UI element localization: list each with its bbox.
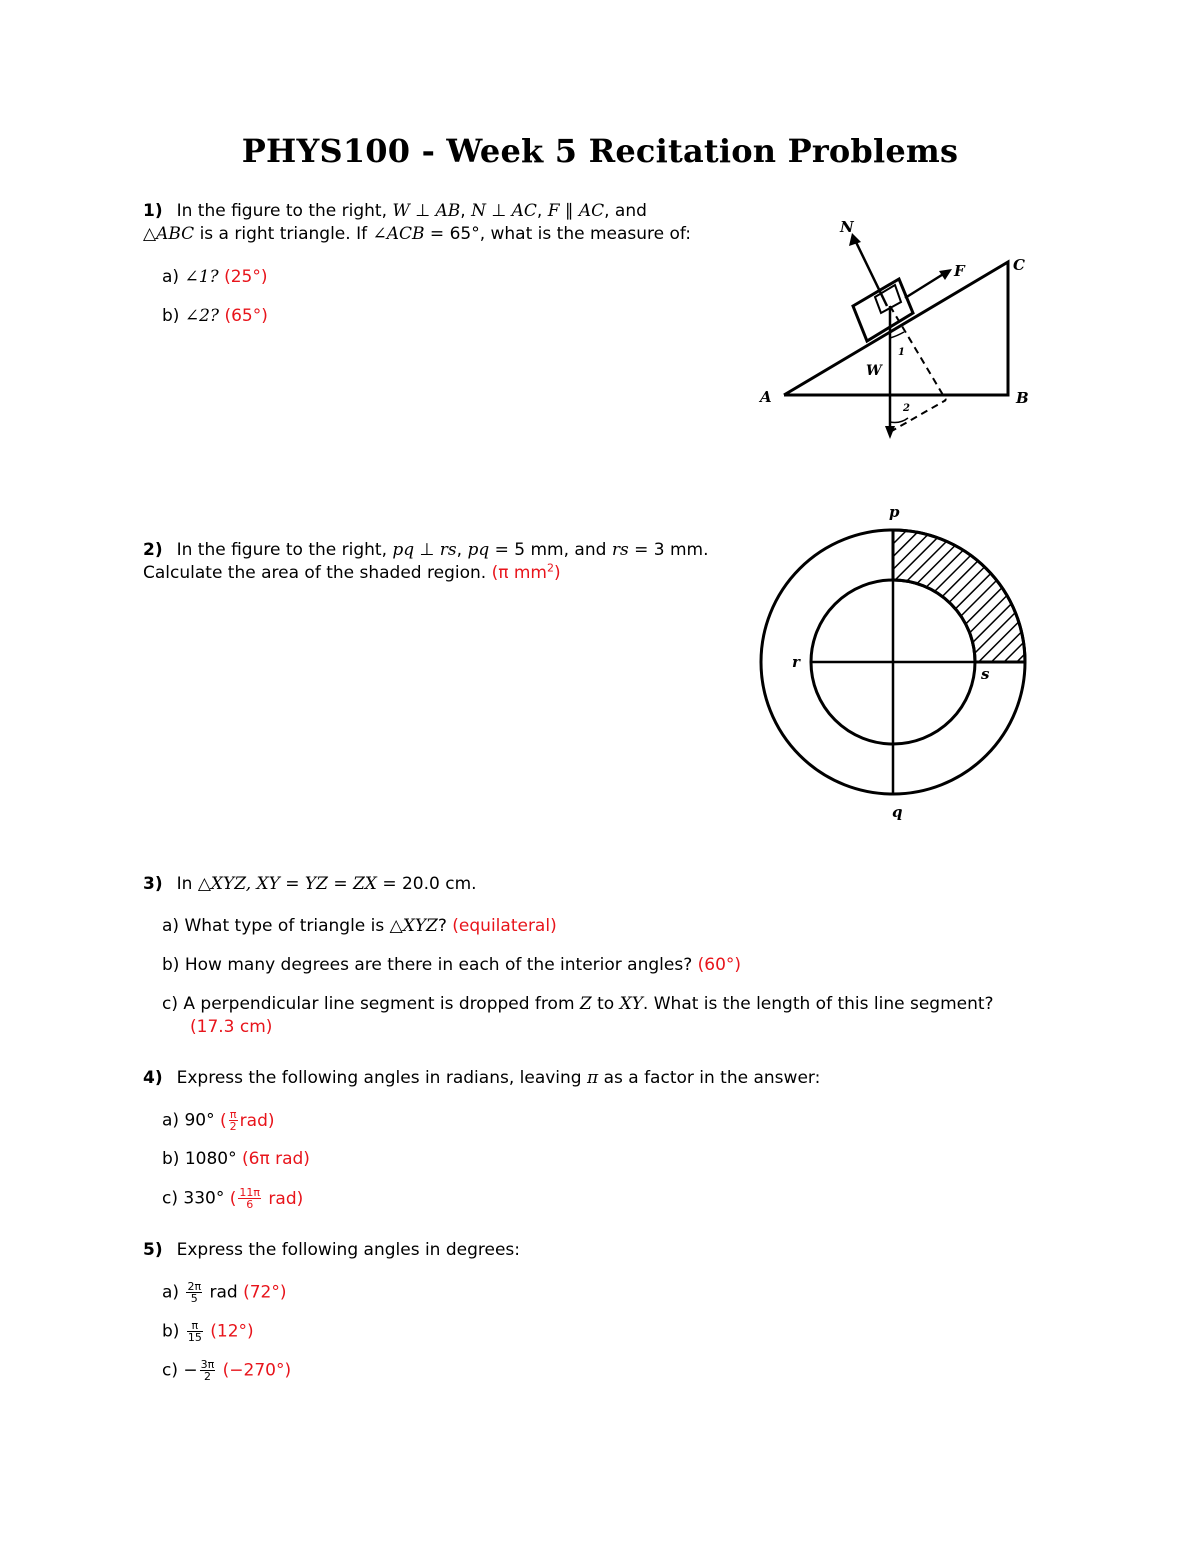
problem-4-statement bbox=[143, 1067, 820, 1090]
label-a: A bbox=[760, 388, 772, 406]
fraction bbox=[229, 1109, 238, 1132]
problem-1-number: 1) bbox=[143, 201, 163, 221]
numerator: 3π bbox=[200, 1358, 215, 1371]
p2-text: In the figure to the right, bbox=[176, 540, 393, 560]
part-label: b) bbox=[162, 306, 180, 326]
p2-text-3: = 3 mm. bbox=[628, 540, 709, 560]
p4-text: Express the following angles in radians, leaving bbox=[176, 1068, 587, 1088]
part-question: 90° bbox=[184, 1110, 215, 1131]
p1-f: F bbox=[547, 201, 560, 221]
denominator: 2 bbox=[229, 1120, 237, 1133]
answer: (60°) bbox=[697, 955, 742, 975]
answer: (equilateral) bbox=[452, 916, 557, 936]
p1-perp-2: ⊥ bbox=[485, 201, 512, 221]
problem-5-part-b bbox=[162, 1320, 254, 1344]
p2-text-2: = 5 mm, and bbox=[489, 540, 612, 560]
answer: (12°) bbox=[210, 1321, 254, 1342]
label-s: s bbox=[981, 665, 990, 683]
label-w: W bbox=[866, 363, 882, 379]
problem-2-statement-line-1 bbox=[143, 539, 708, 562]
p4-text-2: as a factor in the answer: bbox=[598, 1068, 821, 1088]
answer: (17.3 cm) bbox=[190, 1017, 273, 1037]
p3-text: In bbox=[176, 874, 198, 894]
part-label: c) bbox=[162, 1360, 178, 1381]
denominator: 5 bbox=[190, 1292, 198, 1305]
part-label: c) bbox=[162, 994, 178, 1014]
label-q: q bbox=[892, 803, 903, 821]
part-label: a) bbox=[162, 1110, 180, 1131]
fraction bbox=[200, 1359, 216, 1382]
part-label: a) bbox=[162, 267, 180, 287]
answer: (72°) bbox=[243, 1282, 287, 1303]
numerator: π bbox=[187, 1320, 203, 1332]
part-question-2: to bbox=[591, 994, 620, 1014]
p2-sep: , bbox=[456, 540, 468, 560]
friction-force-line bbox=[905, 273, 945, 298]
problem-4-part-c bbox=[162, 1187, 303, 1211]
part-question: 330° bbox=[183, 1188, 225, 1209]
p1-angle: ∠ACB bbox=[372, 224, 425, 244]
label-c: C bbox=[1013, 256, 1025, 274]
problem-3-part-a bbox=[162, 915, 557, 938]
p2-pq: pq bbox=[392, 540, 415, 560]
p2-pq-2: pq bbox=[467, 540, 490, 560]
answer bbox=[492, 563, 561, 583]
circles-figure bbox=[750, 495, 1050, 825]
problem-4-number: 4) bbox=[143, 1068, 163, 1088]
part-question-3: . What is the length of this line segment? bbox=[642, 994, 994, 1014]
p4-pi: π bbox=[586, 1068, 599, 1088]
answer-part-2: ) bbox=[553, 563, 561, 583]
p3-triangle-ref: △XYZ bbox=[389, 916, 438, 936]
problem-2-number: 2) bbox=[143, 540, 163, 560]
denominator: 15 bbox=[187, 1331, 202, 1344]
p3-xy: XY bbox=[619, 994, 643, 1014]
problem-4-part-b bbox=[162, 1148, 310, 1171]
problem-1-statement-line-2 bbox=[143, 223, 691, 246]
numerator: 2π bbox=[187, 1280, 202, 1293]
p2-text-4: Calculate the area of the shaded region. bbox=[143, 563, 492, 583]
problem-5-part-a bbox=[162, 1281, 287, 1305]
fraction bbox=[187, 1320, 203, 1343]
p1-text-4: = 65°, what is the measure of: bbox=[424, 224, 692, 244]
paren: ( bbox=[229, 1188, 237, 1209]
part-label: c) bbox=[162, 1188, 178, 1209]
part-question: How many degrees are there in each of the interior angles? bbox=[184, 955, 698, 975]
p1-ab: AB bbox=[435, 201, 461, 221]
p1-text-3: is a right triangle. If bbox=[194, 224, 373, 244]
p2-rs-2: rs bbox=[611, 540, 629, 560]
unit: rad) bbox=[239, 1110, 275, 1131]
part-question: ∠1? bbox=[184, 267, 219, 287]
p1-text: In the figure to the right, bbox=[176, 201, 393, 221]
problem-3-part-b bbox=[162, 954, 741, 977]
numerator: π bbox=[229, 1108, 237, 1121]
p1-text-2: , and bbox=[604, 201, 647, 221]
part-question: ∠2? bbox=[184, 306, 220, 326]
p2-rs: rs bbox=[439, 540, 457, 560]
paren: ( bbox=[220, 1110, 227, 1131]
part-label: a) bbox=[162, 916, 180, 936]
page-title: PHYS100 - Week 5 Recitation Problems bbox=[241, 132, 959, 170]
part-label: b) bbox=[162, 1149, 180, 1169]
answer: (−270°) bbox=[222, 1360, 292, 1381]
answer: (65°) bbox=[224, 306, 268, 326]
problem-2-statement-line-2 bbox=[143, 562, 561, 585]
denominator: 2 bbox=[203, 1370, 211, 1383]
problem-1-part-a bbox=[162, 266, 267, 289]
fraction bbox=[186, 1281, 202, 1304]
p1-sep-2: , bbox=[536, 201, 548, 221]
block bbox=[853, 279, 913, 341]
p1-perp: ⊥ bbox=[409, 201, 436, 221]
p3-z: Z bbox=[579, 994, 592, 1014]
negative-sign: − bbox=[183, 1360, 198, 1381]
angle-1-arc bbox=[890, 332, 904, 338]
problem-3-number: 3) bbox=[143, 874, 163, 894]
problem-4-part-a bbox=[162, 1109, 275, 1133]
p1-sep: , bbox=[460, 201, 472, 221]
p1-ac: AC bbox=[511, 201, 537, 221]
p1-n: N bbox=[471, 201, 486, 221]
unit: rad) bbox=[263, 1188, 304, 1209]
fraction bbox=[238, 1187, 261, 1210]
answer-exponent: 2 bbox=[546, 561, 554, 575]
problem-3-part-c bbox=[162, 993, 994, 1016]
p1-ac-2: AC bbox=[578, 201, 605, 221]
p1-triangle: △ABC bbox=[143, 224, 195, 244]
weight-arrowhead bbox=[885, 426, 895, 439]
part-question: 1080° bbox=[184, 1149, 237, 1169]
incline-figure bbox=[740, 210, 1060, 450]
part-label: b) bbox=[162, 1321, 180, 1342]
dashed-component-2 bbox=[890, 400, 946, 432]
part-label: b) bbox=[162, 955, 180, 975]
shaded-region bbox=[893, 530, 1025, 662]
unit: rad bbox=[209, 1282, 238, 1303]
label-r: r bbox=[792, 653, 800, 671]
p1-parallel: ∥ bbox=[559, 201, 579, 221]
part-question: A perpendicular line segment is dropped from bbox=[183, 994, 580, 1014]
problem-3-statement bbox=[143, 873, 477, 896]
p2-perp: ⊥ bbox=[414, 540, 440, 560]
problem-5-statement bbox=[143, 1239, 520, 1262]
label-f: F bbox=[954, 262, 965, 280]
answer: (25°) bbox=[224, 267, 268, 287]
part-question-2: ? bbox=[437, 916, 453, 936]
label-n: N bbox=[840, 218, 854, 236]
label-p: p bbox=[889, 503, 900, 521]
p3-triangle: △XYZ, XY = YZ = ZX bbox=[197, 874, 377, 894]
p3-text-2: = 20.0 cm. bbox=[376, 874, 477, 894]
answer: (6π rad) bbox=[242, 1149, 310, 1169]
p1-w: W bbox=[392, 201, 410, 221]
numerator: 11π bbox=[239, 1186, 261, 1199]
label-angle-1: 1 bbox=[898, 347, 905, 358]
part-label: a) bbox=[162, 1282, 180, 1303]
problem-5-number: 5) bbox=[143, 1240, 163, 1260]
label-angle-2: 2 bbox=[903, 403, 910, 414]
denominator: 6 bbox=[246, 1198, 254, 1211]
problem-5-part-c bbox=[162, 1359, 291, 1383]
problem-1-statement-line-1 bbox=[143, 200, 647, 223]
answer bbox=[229, 1186, 304, 1211]
label-b: B bbox=[1016, 389, 1029, 407]
p5-text: Express the following angles in degrees: bbox=[176, 1240, 521, 1260]
answer bbox=[220, 1108, 275, 1133]
answer-part: (π mm bbox=[491, 563, 547, 583]
problem-3-part-c-answer bbox=[190, 1016, 272, 1039]
angle-2-arc bbox=[890, 418, 908, 423]
part-question: What type of triangle is bbox=[184, 916, 390, 936]
problem-1-part-b bbox=[162, 305, 268, 328]
